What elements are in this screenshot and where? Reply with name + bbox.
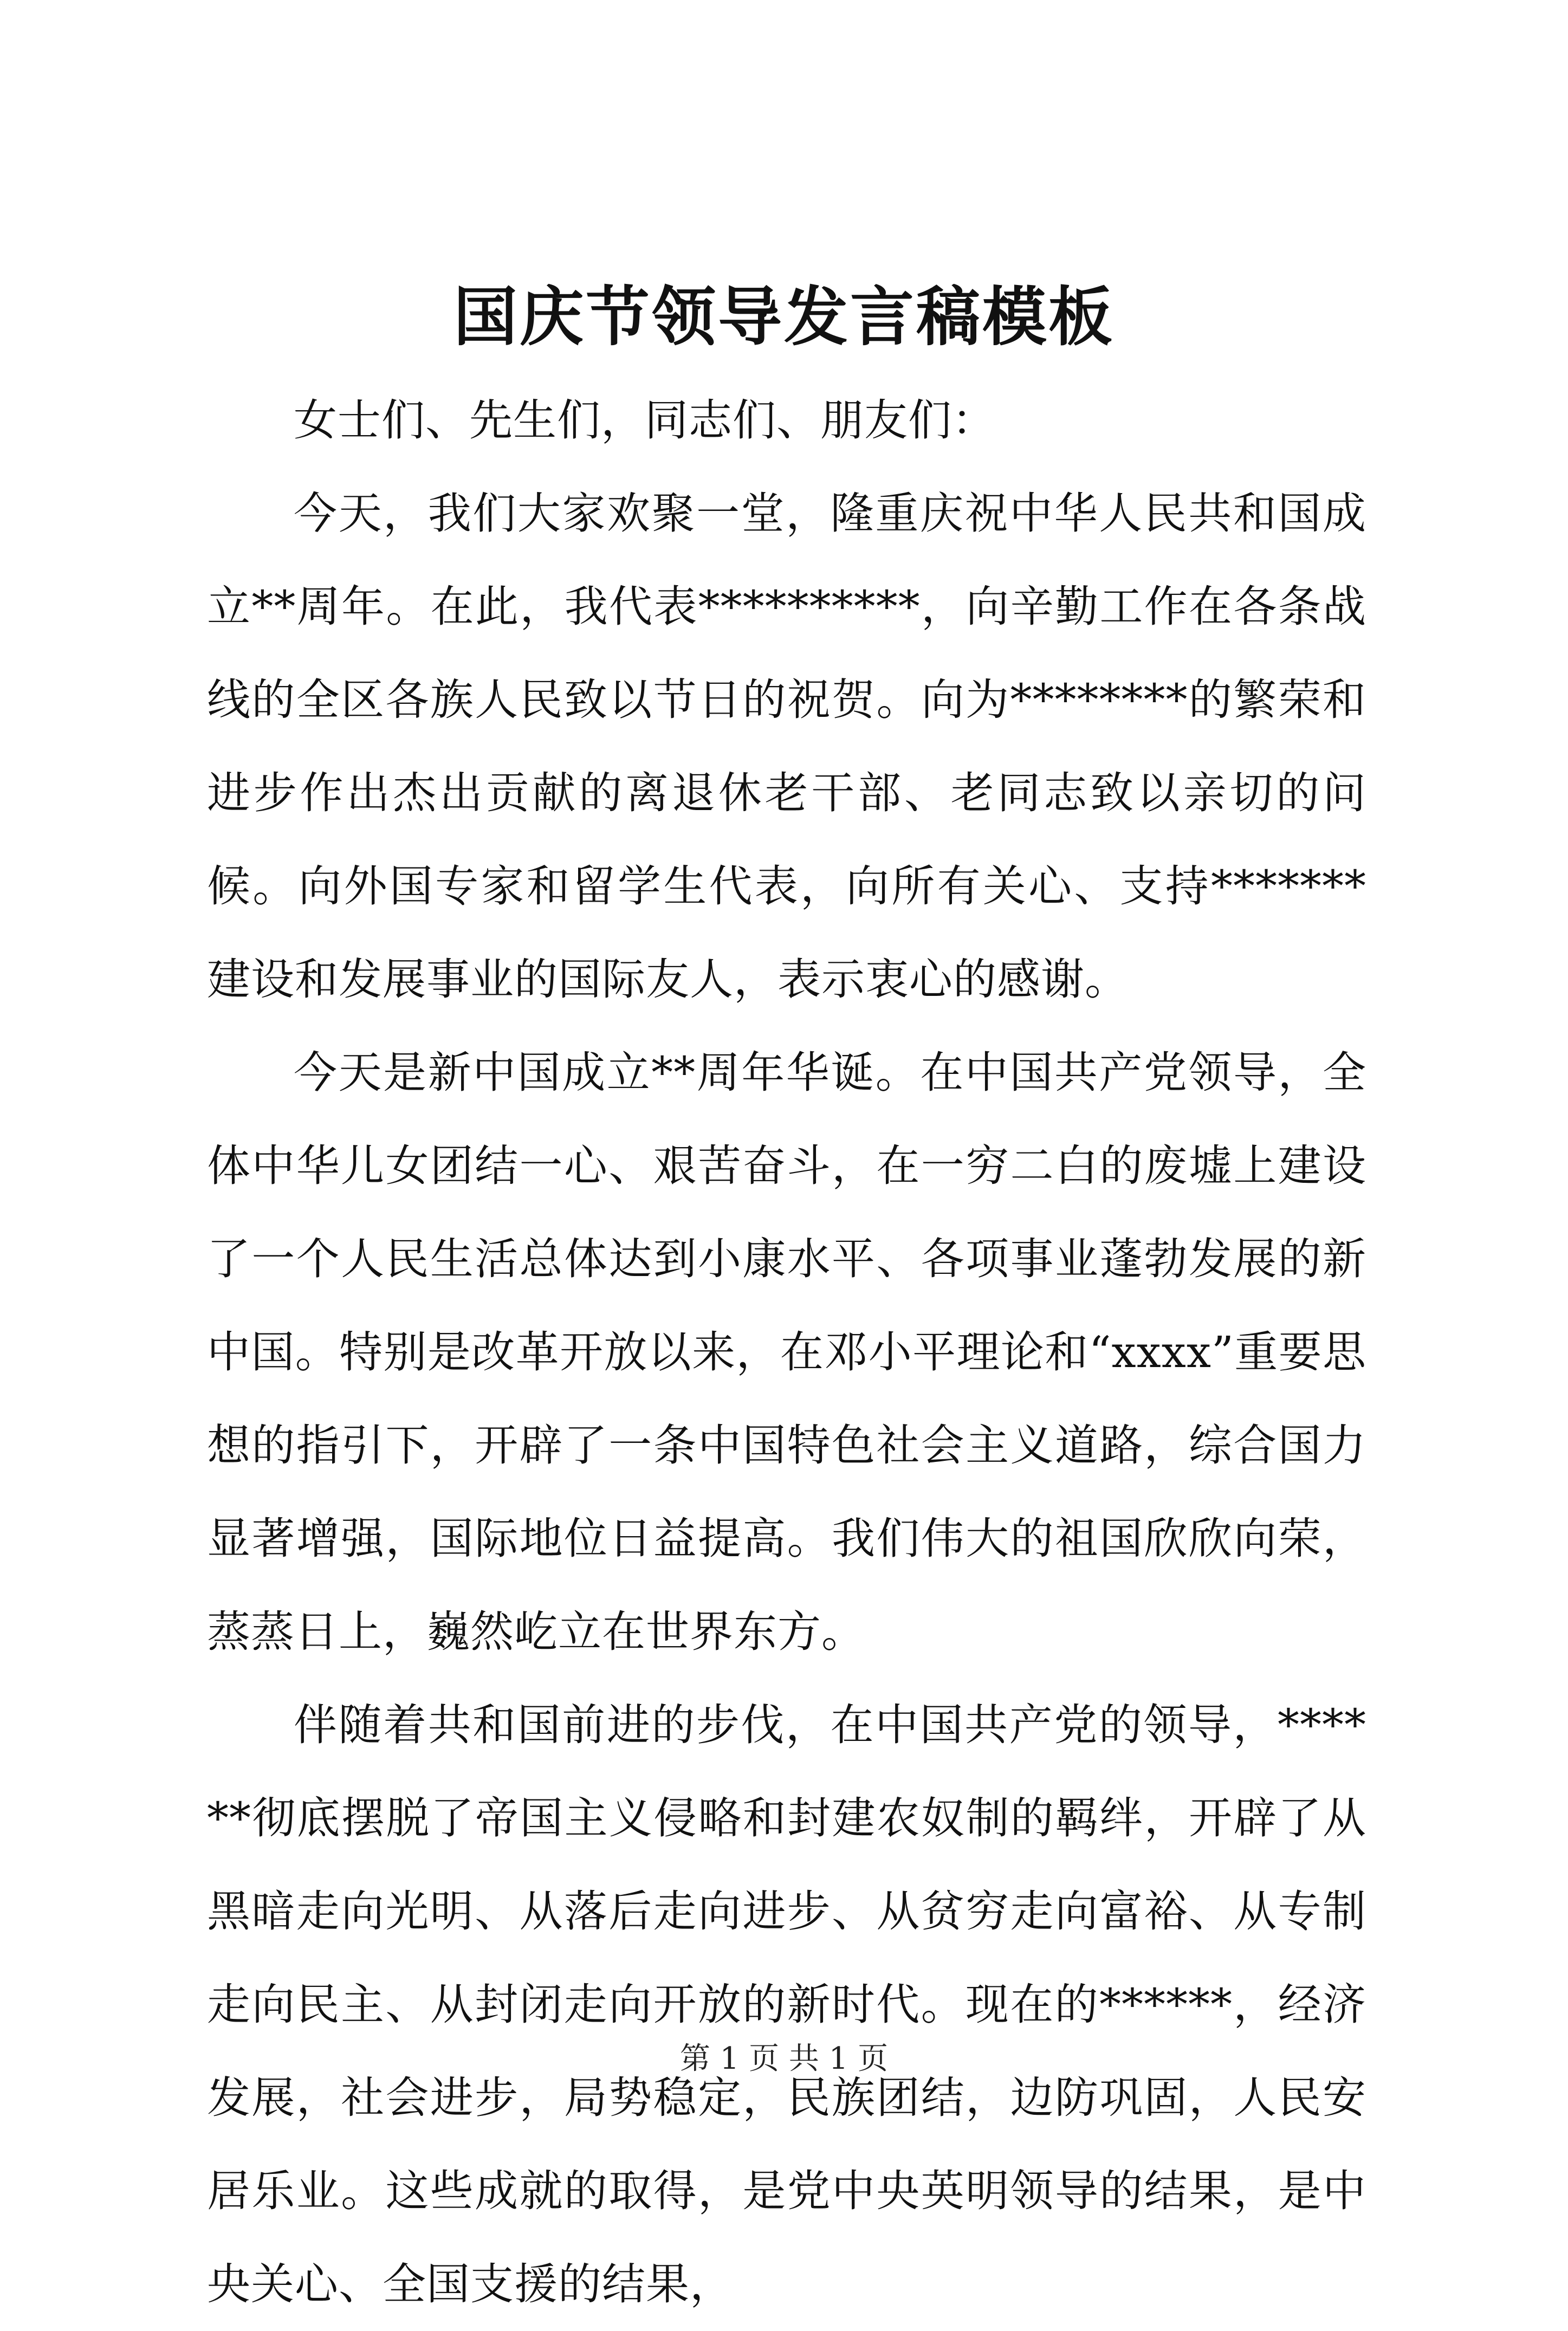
page-footer: 第 1 页 共 1 页 <box>679 2041 889 2076</box>
document-title: 国庆节领导发言稿模板 <box>453 279 1115 354</box>
paragraph-salutation: 女士们、先生们，同志们、朋友们： <box>294 395 996 445</box>
paragraph-anniversary: 今天是新中国成立**周年华诞。在中国共产党领导，全体中华儿女团结一心、艰苦奋斗，在一穷二白的废墟上建设了一个人民生活总体达到小康水平、各项事业蓬勃发展的新中国。特别是改革开放以来，在邓小平理论和“xxxx”重要思想的指引下，开辟了一条中国特色社会主义道路，综合国力显著增强，国际地位日益提高。我们伟大的祖国欣欣向荣，蒸蒸日上，巍然屹立在世界东方。 <box>207 1047 1366 1657</box>
paragraph-achievements: 伴随着共和国前进的步伐，在中国共产党的领导，******彻底摆脱了帝国主义侵略和封建农奴制的羁绊，开辟了从黑暗走向光明、从落后走向进步、从贫穷走向富裕、从专制走向民主、从封闭走向开放的新时代。现在的******，经济发展，社会进步，局势稳定，民族团结，边防巩固，人民安居乐业。这些成就的取得，是党中央英明领导的结果，是中央关心、全国支援的结果， <box>207 1700 1366 2309</box>
paragraph-greeting: 今天，我们大家欢聚一堂，隆重庆祝中华人民共和国成立**周年。在此，我代表**********，向辛勤工作在各条战线的全区各族人民致以节日的祝贺。向为********的繁荣和进步作出杰出贡献的离退休老干部、老同志致以亲切的问候。向外国专家和留学生代表，向所有关心、支持*******建设和发展事业的国际友人，表示衷心的感谢。 <box>207 488 1366 1005</box>
